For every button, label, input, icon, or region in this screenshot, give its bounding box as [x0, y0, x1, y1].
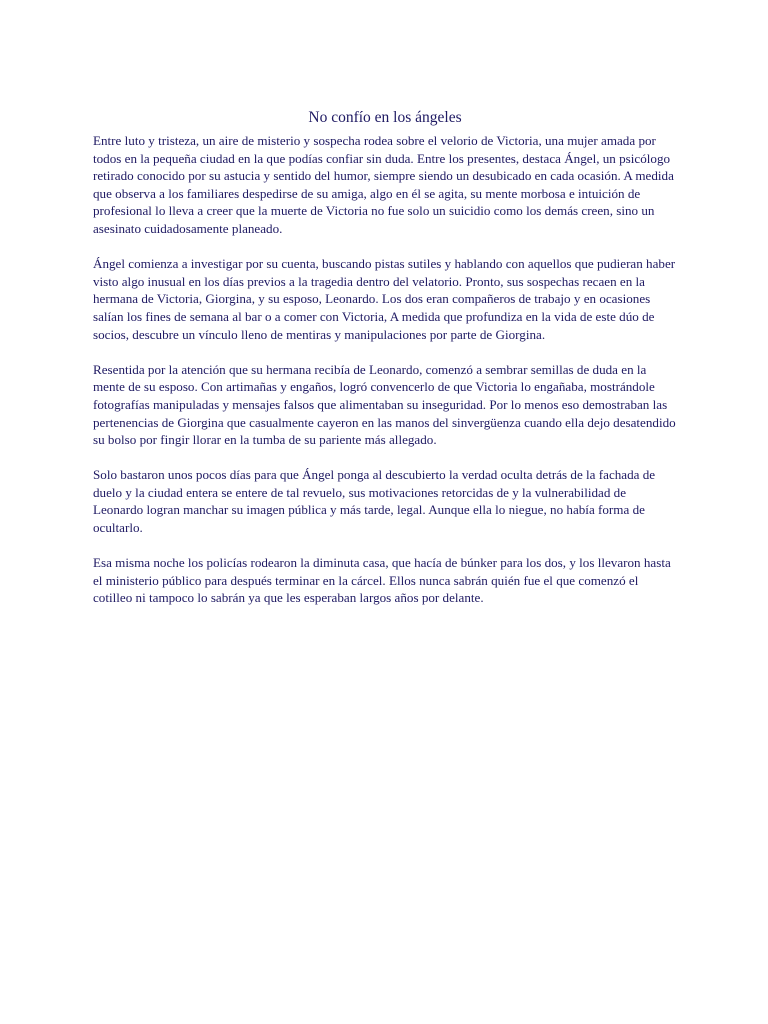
document-body [93, 107, 677, 625]
paragraph-2: Ángel comienza a investigar por su cuenta, buscando pistas sutiles y hablando con aquellos que pudieran haber visto algo inusual en los días previos a la tragedia dentro del velatorio. Pronto, sus sospechas recaen en la hermana de Victoria, Giorgina, y su esposo, Leonardo. Los dos eran compañeros de trabajo y en ocasiones salían los fines de semana al bar o a comer con Victoria, A medida que profundiza en la vida de este dúo de socios, descubre un vínculo lleno de mentiras y manipulaciones por parte de Giorgina. [93, 256, 676, 342]
document-title: No confío en los ángeles [308, 109, 462, 126]
paragraph-1: Entre luto y tristeza, un aire de misterio y sospecha rodea sobre el velorio de Victoria, una mujer amada por todos en la pequeña ciudad en la que podías confiar sin duda. Entre los presentes, destaca Ángel, un psicólogo retirado conocido por su astucia y sentido del humor, siempre siendo un desubicado en cada ocasión. A medida que observa a los familiares despedirse de su amiga, algo en él se agita, su mente morbosa e intuición de profesional lo lleva a creer que la muerte de Victoria no fue solo un suicidio como los demás creen, sino un asesinato cuidadosamente planeado. [93, 133, 674, 236]
paragraph-4: Solo bastaron unos pocos días para que Ángel ponga al descubierto la verdad oculta detrás de la fachada de duelo y la ciudad entera se entere de tal revuelo, sus motivaciones retorcidas de y la vulnerabilidad de Leonardo logran manchar su imagen pública y más tarde, legal. Aunque ella lo niegue, no había forma de ocultarlo. [93, 467, 656, 536]
paragraph-5: Esa misma noche los policías rodearon la diminuta casa, que hacía de búnker para los dos, y los llevaron hasta el ministerio público para después terminar en la cárcel. Ellos nunca sabrán quién fue el que comenzó el cotilleo ni tampoco lo sabrán ya que les esperaban largos años por delante. [93, 555, 671, 606]
paragraph-3: Resentida por la atención que su hermana recibía de Leonardo, comenzó a sembrar semillas de duda en la mente de su esposo. Con artimañas y engaños, logró convencerlo de que Victoria lo engañaba, mostrándole fotografías manipuladas y mensajes falsos que alimentaban su inseguridad. Por lo menos eso demostraban las pertenencias de Giorgina que casualmente cayeron en las manos del sinvergüenza cuando ella dejo desatendido su bolso por fingir llorar en la tumba de su pariente más allegado. [93, 361, 676, 448]
